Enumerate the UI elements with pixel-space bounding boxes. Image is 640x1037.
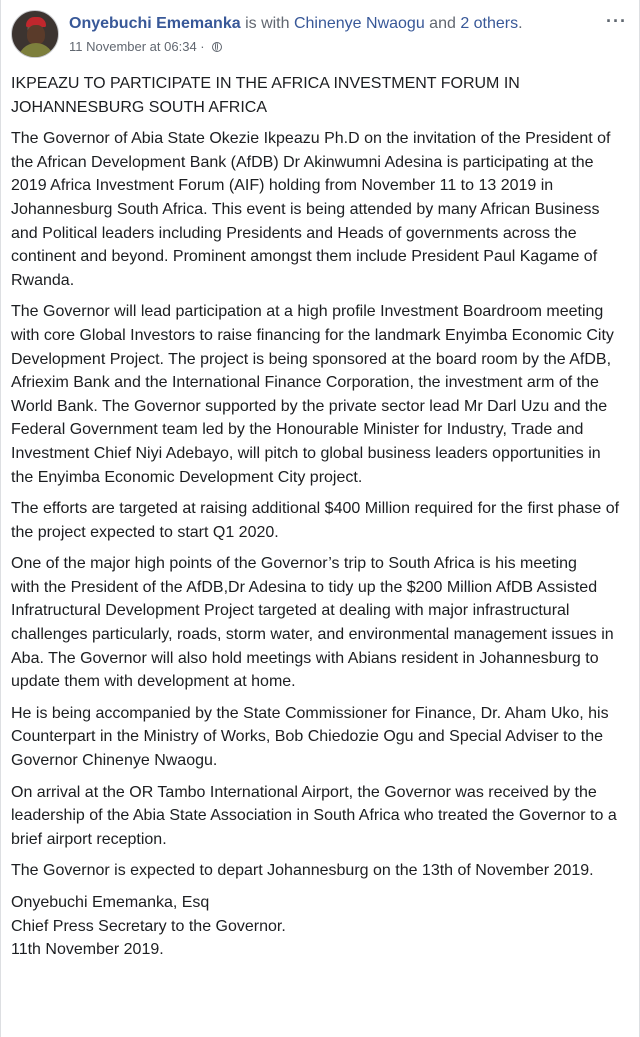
ellipsis-icon[interactable]: ··· (606, 11, 627, 31)
tagged-person-link[interactable]: Chinenye Nwaogu (293, 15, 425, 32)
post-headline: IKPEAZU TO PARTICIPATE IN THE AFRICA INVESTMENT FORUM IN JOHANNESBURG SOUTH AFRICA (11, 75, 520, 116)
paragraph-4-rest: with the President of the AfDB,Dr Adesina to tidy up the $200 Million AfDB Assisted Infratructural Development Project targeted at dealing with major infrastructural challenges particularly, roads, storm water, and environmental management issues in Aba. The Governor will also hold meetings with Abians resident in Johannesburg to update them with development at home. (11, 578, 614, 691)
author-name-link[interactable]: Onyebuchi Ememanka (69, 15, 241, 32)
signature-title: Chief Press Secretary to the Governor. (11, 917, 286, 935)
author-avatar[interactable] (11, 10, 59, 58)
post-title-line (69, 14, 523, 34)
with-text: is with (240, 15, 294, 32)
globe-icon[interactable] (212, 42, 222, 52)
signature-block (11, 891, 626, 962)
avatar-face-shape (27, 25, 45, 45)
paragraph-4-line-1: One of the major high points of the Governor’s trip to South Africa is his meeting (11, 555, 577, 573)
paragraph-2: The Governor will lead participation at a high profile Investment Boardroom meeting with core Global Investors to raise financing for the landmark Enyimba Economic City Development Project. The project is being sponsored at the board room by the AfDB, Afriexim Bank and the International Finance Corporation, the investment arm of the World Bank. The Governor supported by the private sector lead Mr Darl Uzu and the Federal Government team led by the Honourable Minister for Industry, Trade and Investment Chief Niyi Adebayo, will pitch to global business leaders opportunities in the Enyimba Economic Development City project. (11, 303, 614, 486)
paragraph-4 (11, 552, 626, 694)
post-header (11, 10, 629, 60)
and-text: and (424, 15, 461, 32)
paragraph-3: The efforts are targeted at raising additional $400 Million required for the first phase of the project expected to start Q1 2020. (11, 500, 620, 541)
signature-date: 11th November 2019. (11, 941, 164, 959)
avatar-body-shape (18, 43, 54, 58)
title-period: . (518, 15, 523, 32)
paragraph-1: The Governor of Abia State Okezie Ikpeazu Ph.D on the invitation of the President of the African Development Bank (AfDB) Dr Akinwumni Adesina is participating at the 2019 Africa Investment Forum (AIF) holding from November 11 to 13 2019 in Johannesburg South Africa. This event is being attended by many African Business and Political leaders including Presidents and Heads of governments across the continent and beyond. Prominent amongst them include President Paul Kagame of Rwanda. (11, 130, 611, 289)
paragraph-6: On arrival at the OR Tambo International Airport, the Governor was received by the leadership of the Abia State Association in South Africa who treated the Governor to a brief airport reception. (11, 783, 617, 848)
post-content (11, 72, 626, 970)
middle-dot: · (196, 39, 209, 54)
signature-name: Onyebuchi Ememanka, Esq (11, 894, 210, 911)
paragraph-5: He is being accompanied by the State Commissioner for Finance, Dr. Aham Uko, his Counterpart in the Ministry of Works, Bob Chiedozie Ogu and Special Adviser to the Governor Chinenye Nwaogu. (11, 704, 609, 770)
post-timestamp-link[interactable]: 11 November at 06:34 (69, 39, 197, 54)
others-link[interactable]: 2 others (460, 15, 519, 32)
post-meta (69, 39, 222, 55)
paragraph-7: The Governor is expected to depart Johannesburg on the 13th of November 2019. (11, 862, 594, 880)
